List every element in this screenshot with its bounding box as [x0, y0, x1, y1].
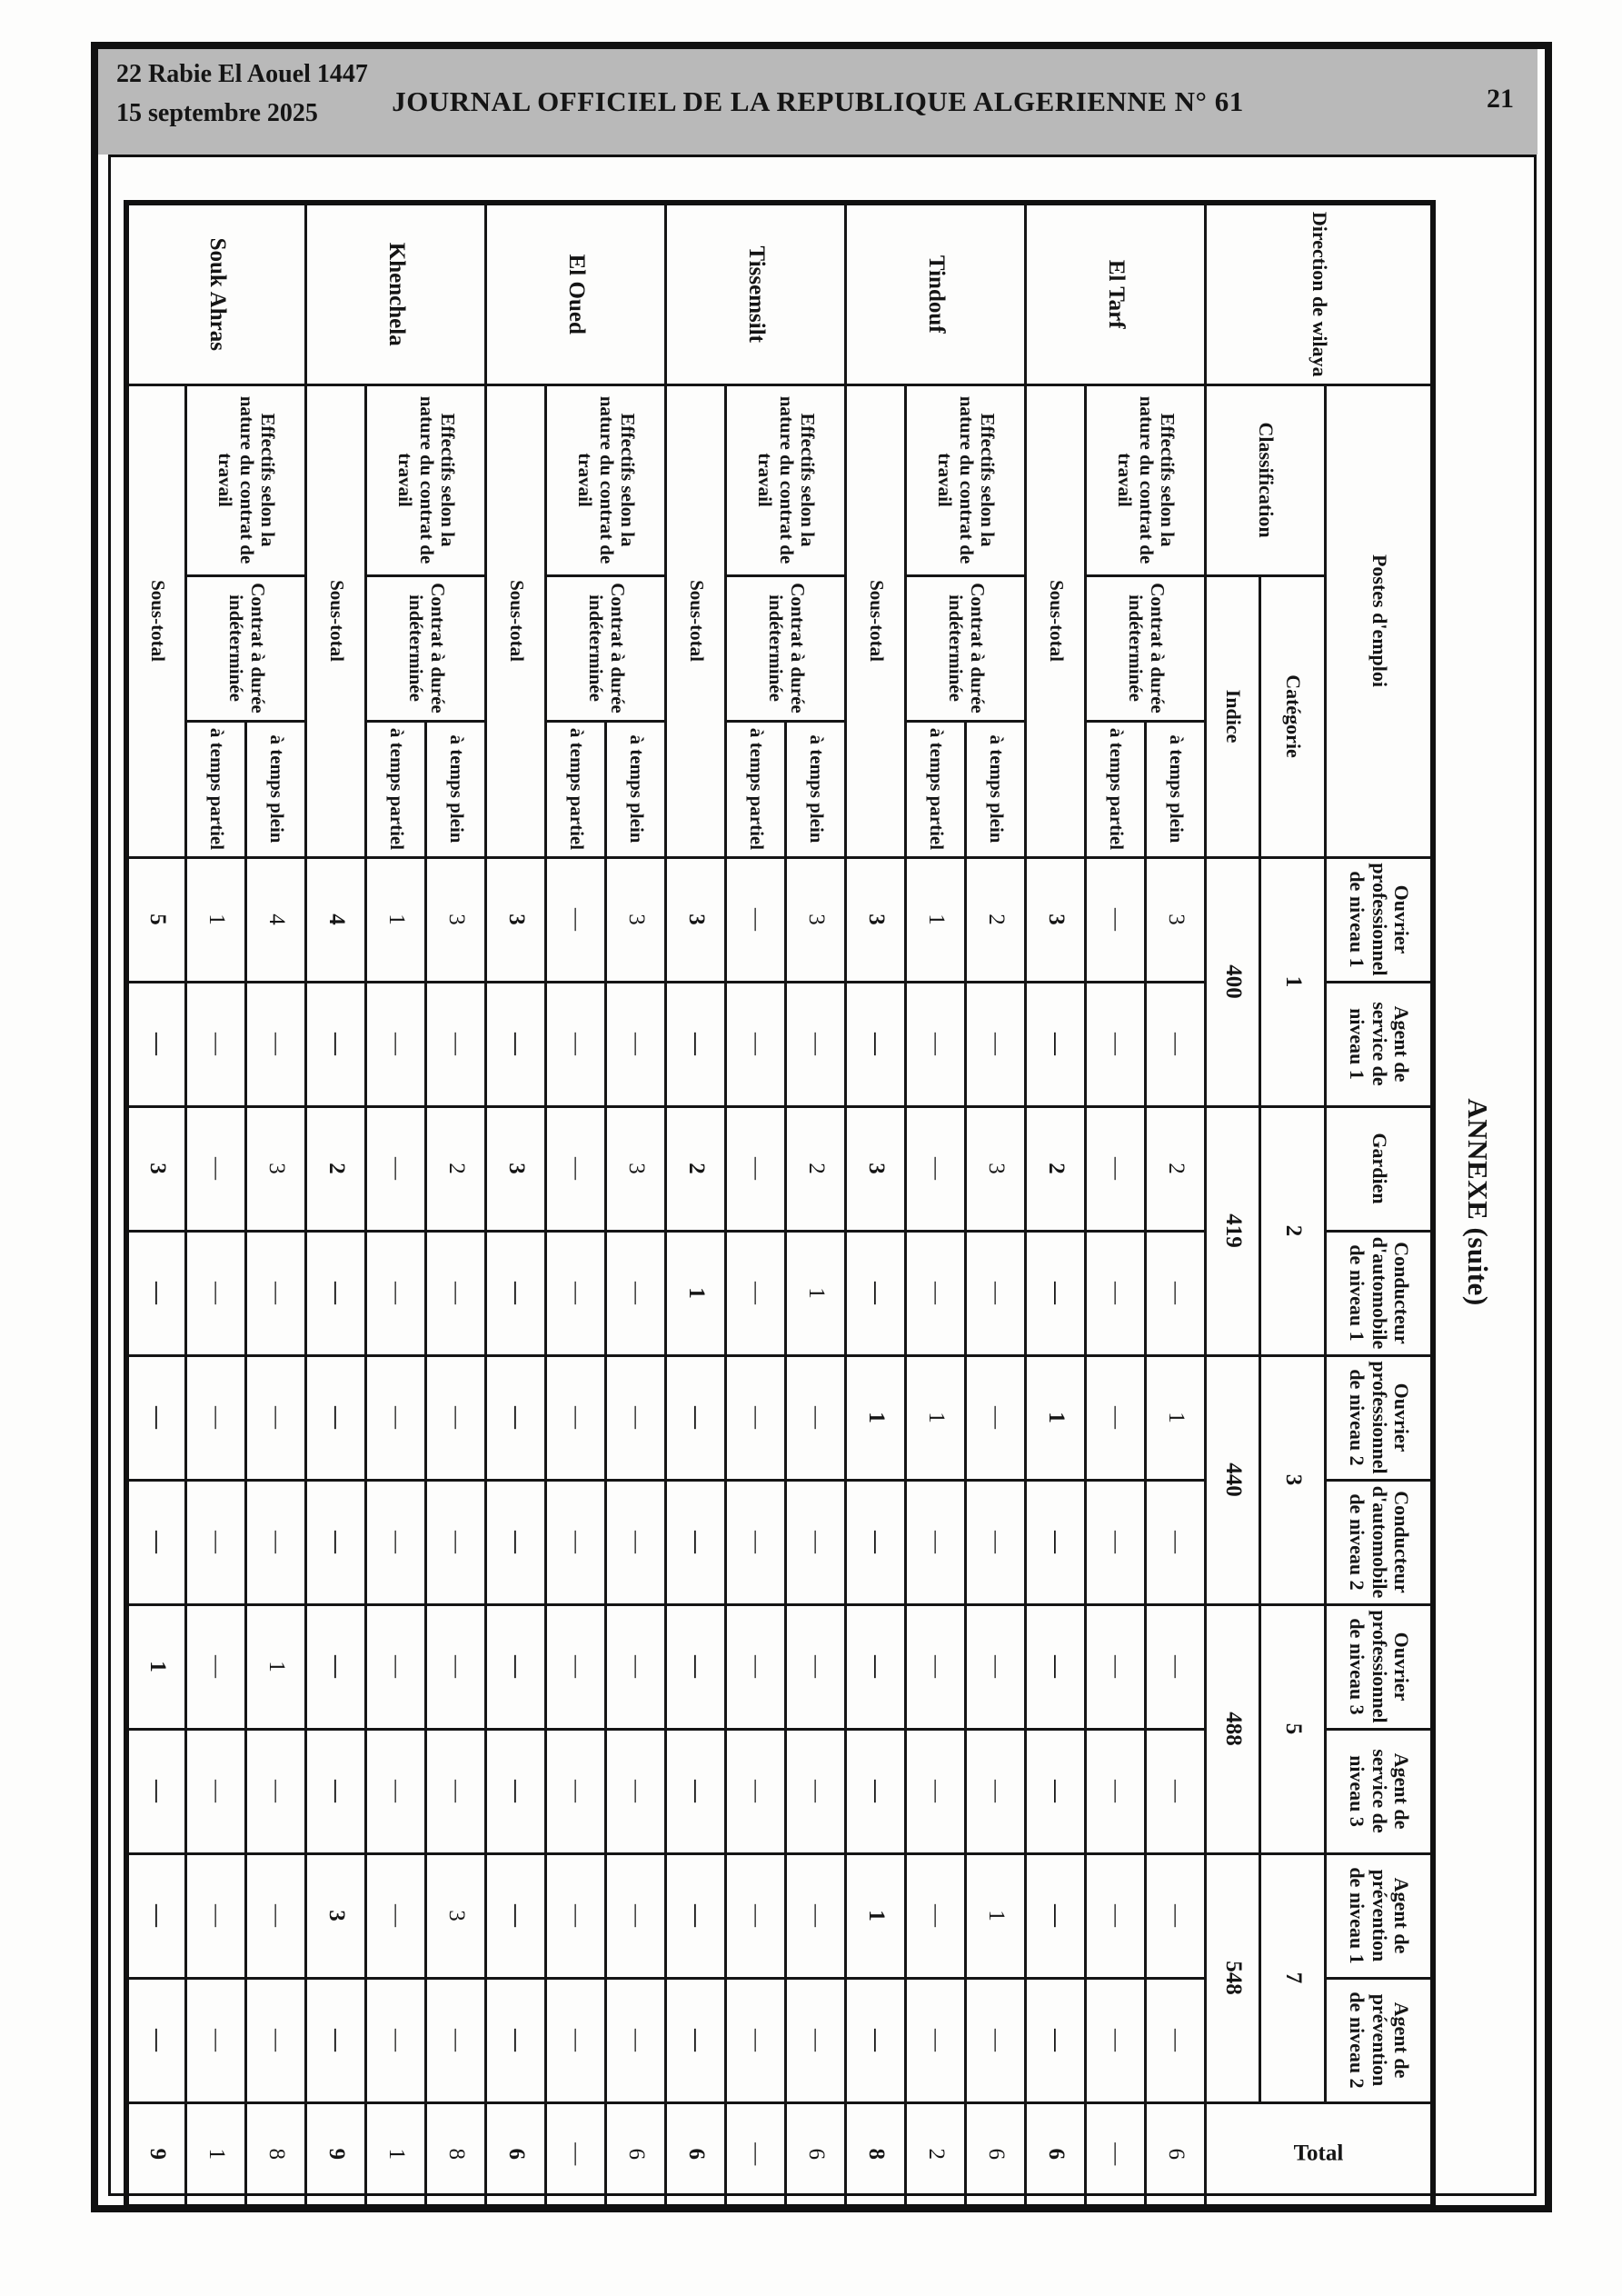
value-cell-plein: —: [426, 1978, 486, 2102]
value-cell-partiel: —: [1086, 1978, 1146, 2102]
value-cell-sous-total: —: [486, 982, 546, 1106]
value-cell-partiel: —: [546, 857, 606, 982]
value-cell-sous-total: —: [846, 1604, 906, 1729]
wilaya-row-sous-total: [486, 203, 546, 2207]
value-cell-sous-total: 3: [486, 1106, 546, 1231]
sous-total-label-cell: Sous-total: [846, 384, 906, 857]
value-cell-sous-total: —: [666, 1978, 726, 2102]
temps-plein-label-cell: à temps plein: [426, 721, 486, 857]
value-cell-plein: —: [786, 1604, 846, 1729]
value-cell-sous-total: —: [846, 1480, 906, 1604]
job-column-header: Ouvrier professionnel de niveau 1: [1326, 857, 1433, 982]
value-cell-partiel: —: [726, 1106, 786, 1231]
value-cell-sous-total: 4: [306, 857, 366, 982]
total-cell-plein: 8: [246, 2102, 306, 2207]
value-cell-plein: —: [786, 1978, 846, 2102]
job-column-header: Agent de service de niveau 3: [1326, 1729, 1433, 1853]
wilaya-name: El Tarf: [1026, 203, 1206, 384]
value-cell-plein: —: [246, 1853, 306, 1978]
value-cell-sous-total: 3: [846, 857, 906, 982]
total-cell-sous-total: 6: [666, 2102, 726, 2207]
categorie-value-cell: 7: [1260, 1853, 1326, 2102]
value-cell-plein: —: [246, 1978, 306, 2102]
value-cell-sous-total: 1: [1026, 1355, 1086, 1480]
value-cell-plein: 3: [786, 857, 846, 982]
value-cell-sous-total: 2: [666, 1106, 726, 1231]
value-cell-partiel: —: [1086, 982, 1146, 1106]
total-cell-sous-total: 6: [1026, 2102, 1086, 2207]
effectifs-label-cell: Effectifs selon la nature du contrat de travail: [726, 384, 846, 575]
value-cell-sous-total: —: [666, 1480, 726, 1604]
value-cell-sous-total: —: [486, 1978, 546, 2102]
value-cell-partiel: —: [726, 1480, 786, 1604]
postes-emploi-header: Postes d'emploi: [1326, 384, 1433, 857]
value-cell-partiel: —: [726, 1355, 786, 1480]
value-cell-partiel: —: [186, 1355, 246, 1480]
value-cell-sous-total: —: [306, 1604, 366, 1729]
value-cell-plein: —: [606, 1729, 666, 1853]
value-cell-plein: —: [1146, 982, 1206, 1106]
contrat-cdi-label-cell: Contrat à durée indéterminée: [546, 575, 666, 721]
journal-title: JOURNAL OFFICIEL DE LA REPUBLIQUE ALGERIENNE N° 61: [392, 85, 1244, 117]
job-column-header: Ouvrier professionnel de niveau 3: [1326, 1604, 1433, 1729]
wilaya-name: Tissemsilt: [666, 203, 846, 384]
value-cell-partiel: —: [546, 1853, 606, 1978]
value-cell-sous-total: —: [1026, 1604, 1086, 1729]
contrat-cdi-label-cell: Contrat à durée indéterminée: [186, 575, 306, 721]
value-cell-plein: —: [606, 982, 666, 1106]
value-cell-sous-total: —: [846, 1729, 906, 1853]
total-cell-sous-total: 6: [486, 2102, 546, 2207]
value-cell-sous-total: 3: [486, 857, 546, 982]
total-label-rotated: Total: [1293, 2141, 1344, 2166]
value-cell-plein: —: [966, 982, 1026, 1106]
temps-plein-label-cell: à temps plein: [606, 721, 666, 857]
value-cell-plein: —: [966, 1480, 1026, 1604]
value-cell-partiel: —: [1086, 1853, 1146, 1978]
total-cell-partiel: 1: [186, 2102, 246, 2207]
value-cell-plein: —: [426, 1480, 486, 1604]
value-cell-partiel: —: [726, 982, 786, 1106]
wilaya-row-temps-plein: [606, 203, 666, 2207]
value-cell-sous-total: —: [126, 1231, 186, 1355]
value-cell-partiel: —: [546, 1106, 606, 1231]
value-cell-plein: —: [606, 1978, 666, 2102]
value-cell-partiel: —: [186, 1231, 246, 1355]
effectifs-annexe-table: [124, 200, 1436, 2210]
indice-value-cell: 419: [1206, 1106, 1260, 1355]
total-cell-partiel: —: [1086, 2102, 1146, 2207]
indice-value-cell: 548: [1206, 1853, 1260, 2102]
value-cell-partiel: —: [906, 1604, 966, 1729]
value-cell-sous-total: —: [1026, 982, 1086, 1106]
header-date-gregorian: 15 septembre 2025: [116, 99, 318, 128]
value-cell-sous-total: —: [1026, 1480, 1086, 1604]
indice-label-cell: Indice: [1206, 575, 1260, 857]
value-cell-partiel: —: [366, 1853, 426, 1978]
indice-value-cell: 488: [1206, 1604, 1260, 1853]
temps-partiel-label-cell: à temps partiel: [546, 721, 606, 857]
indice-value-cell: 440: [1206, 1355, 1260, 1604]
annexe-title: ANNEXE (suite): [1462, 1098, 1494, 1306]
value-cell-plein: 1: [786, 1231, 846, 1355]
journal-header: [98, 49, 1537, 155]
sous-total-label-cell: Sous-total: [486, 384, 546, 857]
value-cell-partiel: —: [726, 857, 786, 982]
wilaya-name: Tindouf: [846, 203, 1026, 384]
total-cell-partiel: 2: [906, 2102, 966, 2207]
sous-total-label-cell: Sous-total: [666, 384, 726, 857]
value-cell-plein: 1: [966, 1853, 1026, 1978]
job-column-header: Gardien: [1326, 1106, 1433, 1231]
total-cell-plein: 6: [786, 2102, 846, 2207]
value-cell-plein: 1: [1146, 1355, 1206, 1480]
value-cell-partiel: —: [906, 1853, 966, 1978]
page-number: 21: [1487, 84, 1514, 114]
value-cell-partiel: —: [366, 1604, 426, 1729]
wilaya-row-temps-plein: [786, 203, 846, 2207]
wilaya-row-temps-plein: [426, 203, 486, 2207]
value-cell-partiel: —: [906, 1480, 966, 1604]
temps-plein-label-cell: à temps plein: [246, 721, 306, 857]
value-cell-partiel: —: [1086, 857, 1146, 982]
value-cell-sous-total: 3: [846, 1106, 906, 1231]
value-cell-partiel: —: [546, 1978, 606, 2102]
value-cell-partiel: —: [906, 1729, 966, 1853]
value-cell-sous-total: 2: [1026, 1106, 1086, 1231]
direction-wilaya-header: Direction de wilaya: [1206, 203, 1433, 384]
value-cell-sous-total: 1: [846, 1853, 906, 1978]
value-cell-partiel: —: [546, 1231, 606, 1355]
value-cell-plein: —: [426, 1604, 486, 1729]
value-cell-plein: —: [1146, 1978, 1206, 2102]
total-cell-plein: 8: [426, 2102, 486, 2207]
temps-partiel-label-cell: à temps partiel: [906, 721, 966, 857]
value-cell-plein: —: [1146, 1729, 1206, 1853]
categorie-label-cell: Catégorie: [1260, 575, 1326, 857]
value-cell-partiel: —: [1086, 1355, 1146, 1480]
value-cell-partiel: 1: [186, 857, 246, 982]
value-cell-plein: 2: [426, 1106, 486, 1231]
total-column-header: [1206, 2102, 1433, 2207]
value-cell-partiel: —: [726, 1604, 786, 1729]
value-cell-partiel: —: [726, 1729, 786, 1853]
value-cell-partiel: —: [1086, 1106, 1146, 1231]
total-cell-plein: 6: [606, 2102, 666, 2207]
total-cell-sous-total: 8: [846, 2102, 906, 2207]
indice-value-cell: 400: [1206, 857, 1260, 1106]
value-cell-sous-total: 1: [666, 1231, 726, 1355]
job-column-header: Agent de prévention de niveau 1: [1326, 1853, 1433, 1978]
wilaya-row-temps-plein: [1146, 203, 1206, 2207]
value-cell-partiel: —: [186, 1106, 246, 1231]
value-cell-sous-total: —: [486, 1853, 546, 1978]
value-cell-plein: 4: [246, 857, 306, 982]
value-cell-partiel: —: [366, 1355, 426, 1480]
header-date-hijri: 22 Rabie El Aouel 1447: [116, 60, 368, 88]
value-cell-sous-total: —: [126, 1853, 186, 1978]
value-cell-sous-total: 3: [1026, 857, 1086, 982]
effectifs-label-cell: Effectifs selon la nature du contrat de travail: [906, 384, 1026, 575]
value-cell-plein: —: [246, 982, 306, 1106]
total-cell-sous-total: 9: [306, 2102, 366, 2207]
effectifs-label-cell: Effectifs selon la nature du contrat de travail: [186, 384, 306, 575]
value-cell-plein: —: [786, 982, 846, 1106]
value-cell-partiel: —: [366, 982, 426, 1106]
value-cell-partiel: —: [186, 1853, 246, 1978]
sous-total-label-cell: Sous-total: [126, 384, 186, 857]
value-cell-plein: —: [606, 1231, 666, 1355]
value-cell-sous-total: —: [486, 1480, 546, 1604]
value-cell-sous-total: —: [1026, 1978, 1086, 2102]
total-cell-partiel: 1: [366, 2102, 426, 2207]
value-cell-sous-total: —: [306, 1480, 366, 1604]
value-cell-partiel: —: [366, 1978, 426, 2102]
wilaya-row-sous-total: [666, 203, 726, 2207]
value-cell-sous-total: —: [306, 1729, 366, 1853]
wilaya-name: Souk Ahras: [126, 203, 306, 384]
value-cell-plein: —: [786, 1853, 846, 1978]
contrat-cdi-label-cell: Contrat à durée indéterminée: [366, 575, 486, 721]
value-cell-plein: —: [966, 1231, 1026, 1355]
value-cell-partiel: 1: [906, 857, 966, 982]
value-cell-plein: 3: [426, 1853, 486, 1978]
sous-total-label-cell: Sous-total: [306, 384, 366, 857]
value-cell-sous-total: —: [486, 1604, 546, 1729]
value-cell-sous-total: —: [1026, 1231, 1086, 1355]
value-cell-partiel: —: [366, 1106, 426, 1231]
rotated-landscape-block: [131, 200, 1503, 2204]
value-cell-plein: —: [246, 1480, 306, 1604]
classification-header: Classification: [1206, 384, 1326, 575]
value-cell-partiel: —: [366, 1729, 426, 1853]
value-cell-plein: —: [966, 1355, 1026, 1480]
categorie-value-cell: 5: [1260, 1604, 1326, 1853]
temps-partiel-label-cell: à temps partiel: [366, 721, 426, 857]
value-cell-partiel: —: [186, 1978, 246, 2102]
value-cell-sous-total: —: [126, 1480, 186, 1604]
categorie-value-cell: 1: [1260, 857, 1326, 1106]
job-column-header: Conducteur d'automobile de niveau 1: [1326, 1231, 1433, 1355]
value-cell-sous-total: —: [306, 1355, 366, 1480]
wilaya-row-sous-total: [1026, 203, 1086, 2207]
total-cell-plein: 6: [1146, 2102, 1206, 2207]
value-cell-sous-total: —: [1026, 1853, 1086, 1978]
value-cell-sous-total: —: [126, 1355, 186, 1480]
wilaya-row-sous-total: [306, 203, 366, 2207]
effectifs-label-cell: Effectifs selon la nature du contrat de travail: [366, 384, 486, 575]
value-cell-partiel: —: [546, 1729, 606, 1853]
value-cell-partiel: —: [1086, 1604, 1146, 1729]
value-cell-sous-total: 3: [126, 1106, 186, 1231]
value-cell-partiel: —: [726, 1978, 786, 2102]
value-cell-partiel: —: [366, 1231, 426, 1355]
value-cell-plein: —: [1146, 1231, 1206, 1355]
value-cell-sous-total: —: [1026, 1729, 1086, 1853]
value-cell-plein: —: [606, 1853, 666, 1978]
value-cell-partiel: 1: [366, 857, 426, 982]
job-column-header: Agent de prévention de niveau 2: [1326, 1978, 1433, 2102]
header-row-titles: [1326, 203, 1433, 2207]
value-cell-plein: —: [966, 1729, 1026, 1853]
categorie-value-cell: 3: [1260, 1355, 1326, 1604]
value-cell-sous-total: —: [126, 1729, 186, 1853]
value-cell-partiel: —: [546, 1355, 606, 1480]
value-cell-sous-total: —: [486, 1231, 546, 1355]
effectifs-label-cell: Effectifs selon la nature du contrat de travail: [546, 384, 666, 575]
wilaya-row-sous-total: [126, 203, 186, 2207]
value-cell-plein: 2: [786, 1106, 846, 1231]
value-cell-partiel: —: [546, 1604, 606, 1729]
wilaya-row-temps-plein: [966, 203, 1026, 2207]
value-cell-partiel: —: [726, 1853, 786, 1978]
value-cell-sous-total: —: [666, 1853, 726, 1978]
value-cell-sous-total: —: [126, 1978, 186, 2102]
total-cell-partiel: —: [546, 2102, 606, 2207]
value-cell-partiel: —: [1086, 1729, 1146, 1853]
value-cell-plein: 2: [966, 857, 1026, 982]
value-cell-plein: —: [426, 982, 486, 1106]
value-cell-partiel: —: [726, 1231, 786, 1355]
value-cell-plein: 1: [246, 1604, 306, 1729]
value-cell-sous-total: —: [486, 1355, 546, 1480]
job-column-header: Conducteur d'automobile de niveau 2: [1326, 1480, 1433, 1604]
value-cell-plein: —: [786, 1480, 846, 1604]
total-cell-sous-total: 9: [126, 2102, 186, 2207]
value-cell-partiel: —: [1086, 1231, 1146, 1355]
value-cell-plein: —: [606, 1604, 666, 1729]
value-cell-plein: —: [246, 1355, 306, 1480]
value-cell-plein: —: [246, 1231, 306, 1355]
value-cell-plein: —: [606, 1355, 666, 1480]
value-cell-sous-total: —: [846, 982, 906, 1106]
value-cell-sous-total: 1: [126, 1604, 186, 1729]
value-cell-sous-total: —: [846, 1978, 906, 2102]
value-cell-plein: —: [966, 1978, 1026, 2102]
value-cell-partiel: —: [906, 982, 966, 1106]
value-cell-partiel: —: [906, 1231, 966, 1355]
value-cell-plein: —: [426, 1355, 486, 1480]
value-cell-plein: —: [966, 1604, 1026, 1729]
value-cell-sous-total: —: [666, 1729, 726, 1853]
value-cell-sous-total: —: [306, 982, 366, 1106]
value-cell-partiel: —: [186, 1480, 246, 1604]
value-cell-partiel: —: [186, 1604, 246, 1729]
job-column-header: Ouvrier professionnel de niveau 2: [1326, 1355, 1433, 1480]
value-cell-sous-total: 5: [126, 857, 186, 982]
value-cell-plein: —: [786, 1729, 846, 1853]
value-cell-plein: 3: [1146, 857, 1206, 982]
value-cell-plein: —: [1146, 1480, 1206, 1604]
value-cell-plein: 3: [606, 1106, 666, 1231]
value-cell-plein: —: [1146, 1604, 1206, 1729]
temps-partiel-label-cell: à temps partiel: [726, 721, 786, 857]
wilaya-name: Khenchela: [306, 203, 486, 384]
value-cell-sous-total: 3: [306, 1853, 366, 1978]
wilaya-row-sous-total: [846, 203, 906, 2207]
value-cell-plein: —: [426, 1231, 486, 1355]
value-cell-sous-total: 2: [306, 1106, 366, 1231]
value-cell-plein: 3: [606, 857, 666, 982]
temps-partiel-label-cell: à temps partiel: [1086, 721, 1146, 857]
wilaya-name: El Oued: [486, 203, 666, 384]
value-cell-plein: —: [606, 1480, 666, 1604]
total-cell-plein: 6: [966, 2102, 1026, 2207]
contrat-cdi-label-cell: Contrat à durée indéterminée: [726, 575, 846, 721]
job-column-header: Agent de service de niveau 1: [1326, 982, 1433, 1106]
value-cell-plein: —: [426, 1729, 486, 1853]
value-cell-plein: 3: [246, 1106, 306, 1231]
categorie-value-cell: 2: [1260, 1106, 1326, 1355]
value-cell-sous-total: —: [666, 1604, 726, 1729]
contrat-cdi-label-cell: Contrat à durée indéterminée: [906, 575, 1026, 721]
value-cell-plein: 2: [1146, 1106, 1206, 1231]
value-cell-sous-total: —: [306, 1978, 366, 2102]
value-cell-sous-total: —: [126, 982, 186, 1106]
value-cell-partiel: —: [906, 1978, 966, 2102]
value-cell-sous-total: —: [846, 1231, 906, 1355]
total-cell-partiel: —: [726, 2102, 786, 2207]
value-cell-sous-total: 3: [666, 857, 726, 982]
effectifs-label-cell: Effectifs selon la nature du contrat de travail: [1086, 384, 1206, 575]
value-cell-sous-total: —: [486, 1729, 546, 1853]
value-cell-partiel: —: [186, 1729, 246, 1853]
value-cell-partiel: 1: [906, 1355, 966, 1480]
value-cell-sous-total: 1: [846, 1355, 906, 1480]
value-cell-plein: 3: [966, 1106, 1026, 1231]
value-cell-partiel: —: [546, 1480, 606, 1604]
header-dates: [116, 55, 368, 134]
temps-plein-label-cell: à temps plein: [966, 721, 1026, 857]
contrat-cdi-label-cell: Contrat à durée indéterminée: [1086, 575, 1206, 721]
temps-plein-label-cell: à temps plein: [786, 721, 846, 857]
value-cell-sous-total: —: [666, 982, 726, 1106]
sous-total-label-cell: Sous-total: [1026, 384, 1086, 857]
value-cell-partiel: —: [186, 982, 246, 1106]
wilaya-row-temps-plein: [246, 203, 306, 2207]
value-cell-sous-total: —: [666, 1355, 726, 1480]
value-cell-plein: —: [786, 1355, 846, 1480]
value-cell-partiel: —: [1086, 1480, 1146, 1604]
temps-plein-label-cell: à temps plein: [1146, 721, 1206, 857]
value-cell-partiel: —: [366, 1480, 426, 1604]
header-row-categorie: [1260, 203, 1326, 2207]
value-cell-sous-total: —: [306, 1231, 366, 1355]
value-cell-plein: 3: [426, 857, 486, 982]
value-cell-partiel: —: [906, 1106, 966, 1231]
value-cell-plein: —: [246, 1729, 306, 1853]
value-cell-plein: —: [1146, 1853, 1206, 1978]
value-cell-partiel: —: [546, 982, 606, 1106]
temps-partiel-label-cell: à temps partiel: [186, 721, 246, 857]
